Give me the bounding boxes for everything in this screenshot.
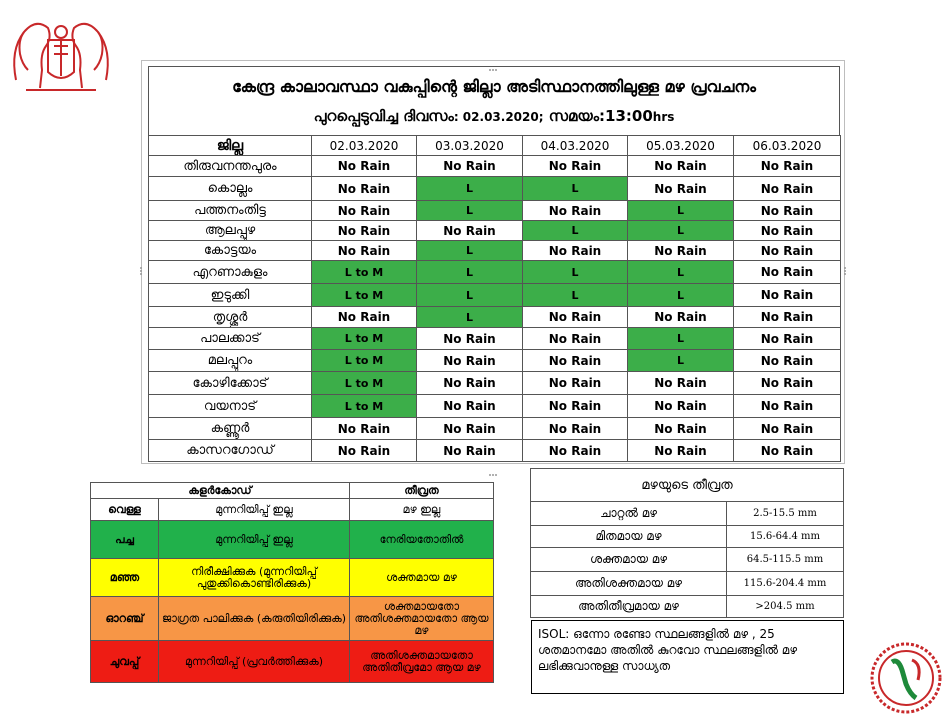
forecast-cell: No Rain — [734, 328, 841, 350]
district-name: കോഴിക്കോട് — [149, 372, 312, 395]
color-name: വെള്ള — [91, 499, 159, 521]
color-meaning: ജാഗ്രത പാലിക്കുക (കരുതിയിരിക്കുക) — [159, 597, 350, 641]
forecast-table — [148, 135, 841, 462]
district-name: കണ്ണൂർ — [149, 418, 312, 440]
color-code-header-row — [91, 483, 494, 499]
rain-range: >204.5 mm — [727, 596, 844, 618]
rain-intensity-row — [531, 502, 844, 526]
forecast-cell: L — [417, 177, 523, 201]
forecast-row — [149, 307, 841, 328]
forecast-cell: No Rain — [523, 440, 628, 462]
color-name: പച്ച — [91, 521, 159, 559]
forecast-cell: L — [628, 350, 734, 372]
forecast-cell: L — [523, 177, 628, 201]
forecast-cell: L to M — [312, 395, 417, 418]
forecast-cell: No Rain — [523, 241, 628, 261]
date-column-header: 06.03.2020 — [734, 136, 841, 156]
rain-intensity-row — [531, 526, 844, 548]
forecast-cell: L to M — [312, 350, 417, 372]
forecast-cell: No Rain — [734, 440, 841, 462]
time-unit: hrs — [652, 110, 675, 124]
rain-range: 15.6-64.4 mm — [727, 526, 844, 548]
forecast-cell: No Rain — [734, 241, 841, 261]
forecast-cell: L — [417, 261, 523, 284]
forecast-cell: No Rain — [734, 307, 841, 328]
forecast-cell: No Rain — [417, 418, 523, 440]
color-code-table — [90, 482, 494, 683]
color-intensity: നേരിയതോതിൽ — [350, 521, 494, 559]
forecast-cell: L — [417, 241, 523, 261]
forecast-cell: No Rain — [734, 418, 841, 440]
forecast-cell: L — [628, 221, 734, 241]
forecast-cell: No Rain — [312, 201, 417, 221]
forecast-cell: No Rain — [523, 395, 628, 418]
rain-intensity-row — [531, 596, 844, 618]
forecast-row — [149, 177, 841, 201]
forecast-cell: No Rain — [312, 418, 417, 440]
intensity-header: തീവ്രത — [350, 483, 494, 499]
forecast-title-box — [148, 66, 840, 136]
forecast-cell: L — [417, 284, 523, 307]
forecast-row — [149, 221, 841, 241]
rain-intensity-row — [531, 572, 844, 596]
date-column-header: 05.03.2020 — [628, 136, 734, 156]
forecast-cell: L — [523, 261, 628, 284]
forecast-cell: No Rain — [628, 440, 734, 462]
forecast-cell: No Rain — [523, 201, 628, 221]
district-name: കാസറഗോഡ് — [149, 440, 312, 462]
color-intensity: ശക്തമായതോ അതിശക്തമായതോ ആയ മഴ — [350, 597, 494, 641]
district-column-header: ജില്ല — [149, 136, 312, 156]
date-column-header: 03.03.2020 — [417, 136, 523, 156]
forecast-cell: L — [628, 328, 734, 350]
resize-handle-left[interactable] — [139, 260, 143, 268]
color-intensity: ശക്തമായ മഴ — [350, 559, 494, 597]
forecast-cell: No Rain — [417, 156, 523, 177]
forecast-cell: No Rain — [523, 156, 628, 177]
forecast-cell: No Rain — [523, 350, 628, 372]
forecast-row — [149, 241, 841, 261]
forecast-header-row — [149, 136, 841, 156]
forecast-cell: No Rain — [734, 284, 841, 307]
issued-line — [149, 107, 839, 125]
forecast-cell: L to M — [312, 261, 417, 284]
page-title: കേന്ദ്ര കാലാവസ്ഥാ വകുപ്പിന്റെ ജില്ലാ അടിസ്ഥാനത്തിലുള്ള മഴ പ്രവചനം — [232, 77, 756, 96]
district-name: ഇടുക്കി — [149, 284, 312, 307]
color-meaning: മുന്നറിയിപ്പ് ഇല്ല — [159, 499, 350, 521]
forecast-cell: No Rain — [628, 177, 734, 201]
color-name: ചുവപ്പ് — [91, 641, 159, 683]
district-name: കോട്ടയം — [149, 241, 312, 261]
forecast-cell: No Rain — [417, 328, 523, 350]
forecast-cell: No Rain — [417, 350, 523, 372]
resize-handle-right[interactable] — [843, 260, 847, 268]
resize-handle-top[interactable] — [489, 57, 497, 61]
forecast-row — [149, 156, 841, 177]
forecast-cell: No Rain — [734, 350, 841, 372]
forecast-cell: No Rain — [628, 395, 734, 418]
color-meaning: മുന്നറിയിപ്പ് (പ്രവർത്തിക്കുക) — [159, 641, 350, 683]
rain-category: ചാറ്റൽ മഴ — [531, 502, 727, 526]
forecast-cell: L to M — [312, 372, 417, 395]
forecast-cell: L — [417, 201, 523, 221]
forecast-cell: L — [523, 221, 628, 241]
rain-intensity-header: മഴയുടെ തീവ്രത — [531, 469, 844, 502]
district-name: വയനാട് — [149, 395, 312, 418]
forecast-cell: No Rain — [312, 221, 417, 241]
forecast-cell: No Rain — [417, 372, 523, 395]
district-name: പത്തനംതിട്ട — [149, 201, 312, 221]
forecast-row — [149, 328, 841, 350]
forecast-row — [149, 372, 841, 395]
forecast-cell: L — [417, 307, 523, 328]
forecast-cell: L — [628, 261, 734, 284]
color-name: മഞ്ഞ — [91, 559, 159, 597]
forecast-cell: No Rain — [312, 241, 417, 261]
color-code-row — [91, 559, 494, 597]
rain-category: ശക്തമായ മഴ — [531, 548, 727, 572]
forecast-cell: No Rain — [523, 418, 628, 440]
forecast-cell: No Rain — [628, 418, 734, 440]
forecast-row — [149, 261, 841, 284]
forecast-cell: No Rain — [312, 307, 417, 328]
forecast-cell: No Rain — [628, 372, 734, 395]
color-code-row — [91, 521, 494, 559]
forecast-cell: No Rain — [734, 156, 841, 177]
time-value: :13:00 — [599, 107, 653, 125]
forecast-cell: L — [523, 284, 628, 307]
color-intensity: അതിശക്തമായതോ അതിതീവ്രമോ ആയ മഴ — [350, 641, 494, 683]
rain-intensity-row — [531, 548, 844, 572]
forecast-row — [149, 284, 841, 307]
resize-handle-bottom[interactable] — [489, 462, 497, 466]
forecast-cell: No Rain — [734, 177, 841, 201]
forecast-cell: No Rain — [734, 372, 841, 395]
forecast-cell: No Rain — [523, 372, 628, 395]
time-label: സമയം — [548, 107, 600, 125]
district-name: തിരുവനന്തപുരം — [149, 156, 312, 177]
district-name: പാലക്കാട് — [149, 328, 312, 350]
district-name: മലപ്പുറം — [149, 350, 312, 372]
district-name: കൊല്ലം — [149, 177, 312, 201]
color-meaning: മുന്നറിയിപ്പ് ഇല്ല — [159, 521, 350, 559]
rain-category: അതിശക്തമായ മഴ — [531, 572, 727, 596]
forecast-row — [149, 201, 841, 221]
forecast-cell: No Rain — [417, 395, 523, 418]
forecast-row — [149, 440, 841, 462]
color-code-row — [91, 641, 494, 683]
color-name: ഓറഞ്ച് — [91, 597, 159, 641]
issued-date: : 02.03.2020; — [453, 110, 544, 124]
forecast-cell: No Rain — [312, 156, 417, 177]
forecast-row — [149, 418, 841, 440]
kerala-government-emblem-icon — [6, 10, 116, 98]
district-name: തൃശ്ശൂർ — [149, 307, 312, 328]
forecast-cell: No Rain — [628, 307, 734, 328]
forecast-cell: No Rain — [312, 177, 417, 201]
forecast-cell: No Rain — [417, 221, 523, 241]
ksdma-logo-icon — [868, 640, 944, 716]
forecast-row — [149, 395, 841, 418]
forecast-cell: No Rain — [312, 440, 417, 462]
forecast-row — [149, 350, 841, 372]
forecast-cell: L — [628, 201, 734, 221]
forecast-cell: No Rain — [523, 328, 628, 350]
rain-category: മിതമായ മഴ — [531, 526, 727, 548]
rain-range: 115.6-204.4 mm — [727, 572, 844, 596]
date-column-header: 04.03.2020 — [523, 136, 628, 156]
forecast-cell: No Rain — [628, 156, 734, 177]
color-code-header: കളർകോഡ് — [91, 483, 350, 499]
forecast-cell: No Rain — [734, 261, 841, 284]
forecast-cell: No Rain — [734, 221, 841, 241]
color-code-row — [91, 597, 494, 641]
isol-note: ISOL: ഒന്നോ രണ്ടോ സ്ഥലങ്ങളിൽ മഴ , 25 ശതമാനമോ അതിൽ കുറവോ സ്ഥലങ്ങളിൽ മഴ ലഭിക്കുവാനുള്ള സാധ്യത — [531, 620, 844, 694]
date-column-header: 02.03.2020 — [312, 136, 417, 156]
issued-label: പുറപ്പെടുവിച്ച ദിവസം — [313, 107, 454, 125]
rain-range: 2.5-15.5 mm — [727, 502, 844, 526]
district-name: എറണാകുളം — [149, 261, 312, 284]
forecast-cell: L to M — [312, 328, 417, 350]
rain-range: 64.5-115.5 mm — [727, 548, 844, 572]
forecast-cell: No Rain — [734, 201, 841, 221]
color-intensity: മഴ ഇല്ല — [350, 499, 494, 521]
color-meaning: നിരീക്ഷിക്കുക (മുന്നറിയിപ്പ് പുതുക്കികൊണ്ടിരിക്കുക) — [159, 559, 350, 597]
color-code-row — [91, 499, 494, 521]
forecast-cell: L to M — [312, 284, 417, 307]
forecast-cell: L — [628, 284, 734, 307]
district-name: ആലപ്പുഴ — [149, 221, 312, 241]
forecast-cell: No Rain — [417, 440, 523, 462]
forecast-cell: No Rain — [523, 307, 628, 328]
forecast-cell: No Rain — [628, 241, 734, 261]
rain-category: അതിതീവ്രമായ മഴ — [531, 596, 727, 618]
rain-intensity-header-row — [531, 469, 844, 502]
rain-intensity-table — [530, 468, 844, 618]
forecast-cell: No Rain — [734, 395, 841, 418]
